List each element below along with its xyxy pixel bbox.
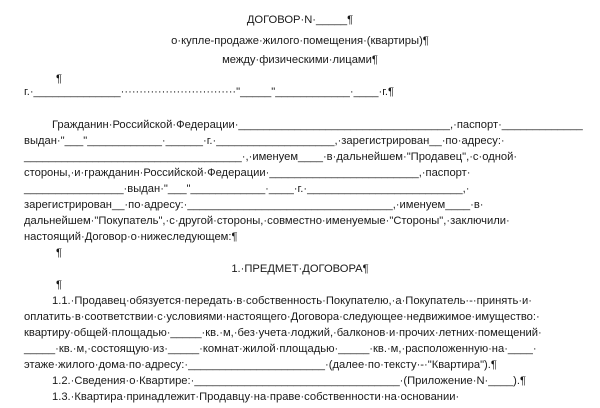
paragraph-line: настоящий·Договор·о·нижеследующем:¶ — [24, 231, 238, 243]
paragraph-line: ___________________________________·,·именуем____·в·дальнейшем·"Продавец",·с·одной· — [24, 151, 518, 163]
clause-line: оплатить·в·соответствии·с·условиями·настоящего·Договора·следующее·недвижимое·имущество:· — [24, 311, 540, 323]
city-date-line: г.·______________·······························"_____"____________·____·г.¶ — [24, 86, 395, 98]
paragraph-line: дальнейшем·"Покупатель",·с·другой·стороны,·совместно·именуемые·"Стороны",·заключили· — [24, 215, 510, 227]
paragraph-line: ________________·выдан·"___"____________·____·г.·_________________________,· — [24, 183, 470, 195]
clause-line: квартиру·общей·площадью·_____·кв.·м,·без·учета·лоджий,·балконов·и·прочих·летних·помещений· — [24, 327, 542, 339]
document-subtitle: о·купле-продаже·жилого·помещения·(квартиры)¶ — [171, 35, 429, 47]
clause-line: _____·кв.·м,·состоящую·из·_____·комнат·жилой·площадью·_____·кв.·м,·расположенную·на·____· — [24, 343, 537, 355]
clause-line: 1.3.·Квартира·принадлежит·Продавцу·на·праве·собственности·на·основании· — [52, 391, 460, 403]
clause-line: этаже·жилого·дома·по·адресу:·______________________·(далее·по·тексту·-·"Квартира").¶ — [24, 359, 497, 371]
paragraph-line: зарегистрирован__·по·адресу:·_________________________________,·именуем____·в· — [24, 199, 484, 211]
clause-line: 1.2.·Сведения·о·Квартире:·_________________________________·(Приложение·N·____).¶ — [52, 375, 527, 387]
empty-paragraph: ¶ — [56, 73, 63, 85]
clause-line: 1.1.·Продавец·обязуется·передать·в·собственность·Покупателю,·а·Покупатель·-·принять·и· — [52, 295, 533, 307]
section-heading: 1.·ПРЕДМЕТ·ДОГОВОРА¶ — [231, 263, 369, 275]
empty-paragraph: ¶ — [56, 247, 63, 259]
paragraph-line: выдан·"___"____________·______·г.·___________________,·зарегистрирован__·по·адресу:· — [24, 135, 505, 147]
document-title: ДОГОВОР·N·_____¶ — [246, 14, 354, 26]
document-subtitle-parties: между·физическими·лицами¶ — [222, 54, 378, 66]
paragraph-line: Гражданин·Российской·Федерации·__________________________________,·паспорт·_____________ — [52, 119, 583, 131]
paragraph-line: стороны,·и·гражданин·Российской·Федерации·________________________,·паспорт· — [24, 167, 471, 179]
empty-paragraph: ¶ — [56, 279, 63, 291]
